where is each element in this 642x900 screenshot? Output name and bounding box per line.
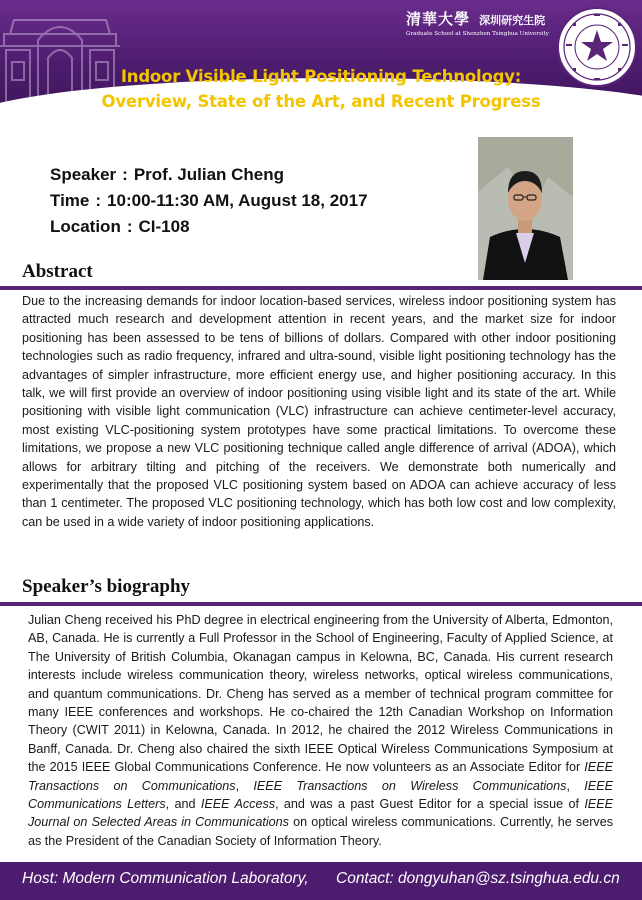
biography-part3: on optical wireless communications. Currently, he serves as the President of the Canadian Society of Information Theory. (28, 815, 614, 848)
abstract-divider (0, 286, 642, 290)
location-separator: : (126, 217, 133, 236)
school-name-cn: 深圳研究生院 (479, 14, 546, 27)
footer-bar (0, 862, 642, 900)
talk-title (20, 64, 622, 114)
contact-email[interactable]: Contact: dongyuhan@sz.tsinghua.edu.cn (336, 870, 620, 887)
journal-ieee-comml: IEEE Communications Letters (28, 778, 613, 812)
abstract-text: Due to the increasing demands for indoor location-based services, wireless indoor positioning system has attracted much research and development attention in recent years, and the market size for indoor positioning has been assessed to be tens of billions of dollars. Compared with other indoor positioning technologies such as radio frequency, infrared and ultra-sound, visible light positioning technology has the advantages of simpler infrastructure, more efficient energy use, and higher positioning accuracy. In this talk, we will first provide an overview of indoor positioning using visible light and its state of the art. While positioning with visible light communication (VLC) infrastructure can achieve centimeter-level accuracy, most existing VLC-positioning system prototypes have some practical limitations. To overcome these limitations, we propose a new VLC positioning technique called angle difference of arrival (ADOA), which allows for arbitrary tilting and pitching of the receivers. We demonstrate both numerically and experimentally that the proposed VLC positioning system based on ADOA can achieve accuracy of less than 1 centimeter. The proposed VLC positioning technology, which has both low cost and low complexity, can be used in a wide variety of indoor positioning applications. (22, 294, 616, 529)
tsinghua-logo-text: 清華大學 (406, 10, 471, 28)
biography-part2: , and was a past Guest Editor for a special issue of (275, 797, 585, 812)
time-row (50, 188, 460, 214)
biography-separator-3: , and (165, 797, 201, 812)
school-name-en: Graduate School at Shenzhen Tsinghua University (406, 31, 549, 37)
journal-ieee-tcom: IEEE Transactions on Communications (28, 760, 613, 793)
time-value: 10:00-11:30 AM, August 18, 2017 (107, 191, 368, 210)
host-text: Host: Modern Communication Laboratory, (22, 870, 309, 887)
biography-divider (0, 602, 642, 606)
header-banner (0, 0, 642, 120)
speaker-separator: : (122, 165, 128, 184)
biography-separator-2: , (566, 778, 585, 793)
location-row (50, 214, 460, 240)
location-label: Location (50, 217, 121, 236)
school-name-block (406, 8, 556, 48)
journal-ieee-twc: IEEE Transactions on Wireless Communications (253, 778, 567, 793)
talk-info (50, 162, 460, 240)
talk-title-line1: Indoor Visible Light Positioning Technology: (120, 67, 522, 86)
speaker-row (50, 162, 460, 188)
speaker-value: Prof. Julian Cheng (133, 165, 285, 184)
time-label: Time (50, 191, 90, 210)
time-separator: : (95, 191, 102, 210)
location-value: CI-108 (138, 217, 190, 236)
journal-ieee-access: IEEE Access (200, 797, 276, 812)
speaker-portrait-icon (478, 137, 573, 280)
abstract-heading: Abstract (22, 261, 93, 282)
journal-ieee-jsac: IEEE Journal on Selected Areas in Communications (28, 797, 614, 830)
speaker-photo (478, 137, 573, 280)
biography-separator-1: , (235, 778, 254, 793)
talk-title-line2: Overview, State of the Art, and Recent Progress (101, 92, 541, 111)
biography-heading: Speaker’s biography (22, 576, 191, 597)
speaker-label: Speaker (50, 165, 117, 184)
biography-part1: Julian Cheng received his PhD degree in electrical engineering from the University of Alberta, Edmonton, AB, Canada. He is currently a Full Professor in the School of Engineering, Faculty of Applied Science, at The University of British Columbia, Okanagan campus in Kelowna, BC, Canada. His current research interests include wireless communication theory, wireless networks, optical wireless communications, and quantum communications. Dr. Cheng has served as a member of technical program committee for many IEEE conferences and workshops. He co-chaired the 12th Canadian Workshop on Information Theory (CWIT 2011) in Kelowna, Canada. In 2012, he chaired the 2012 Wireless Communications in Banff, Canada. Dr. Cheng also chaired the sixth IEEE Optical Wireless Communications Symposium at the 2015 IEEE Global Communications Conference. He now volunteers as an Associate Editor for (28, 613, 613, 775)
biography-text (28, 611, 613, 850)
